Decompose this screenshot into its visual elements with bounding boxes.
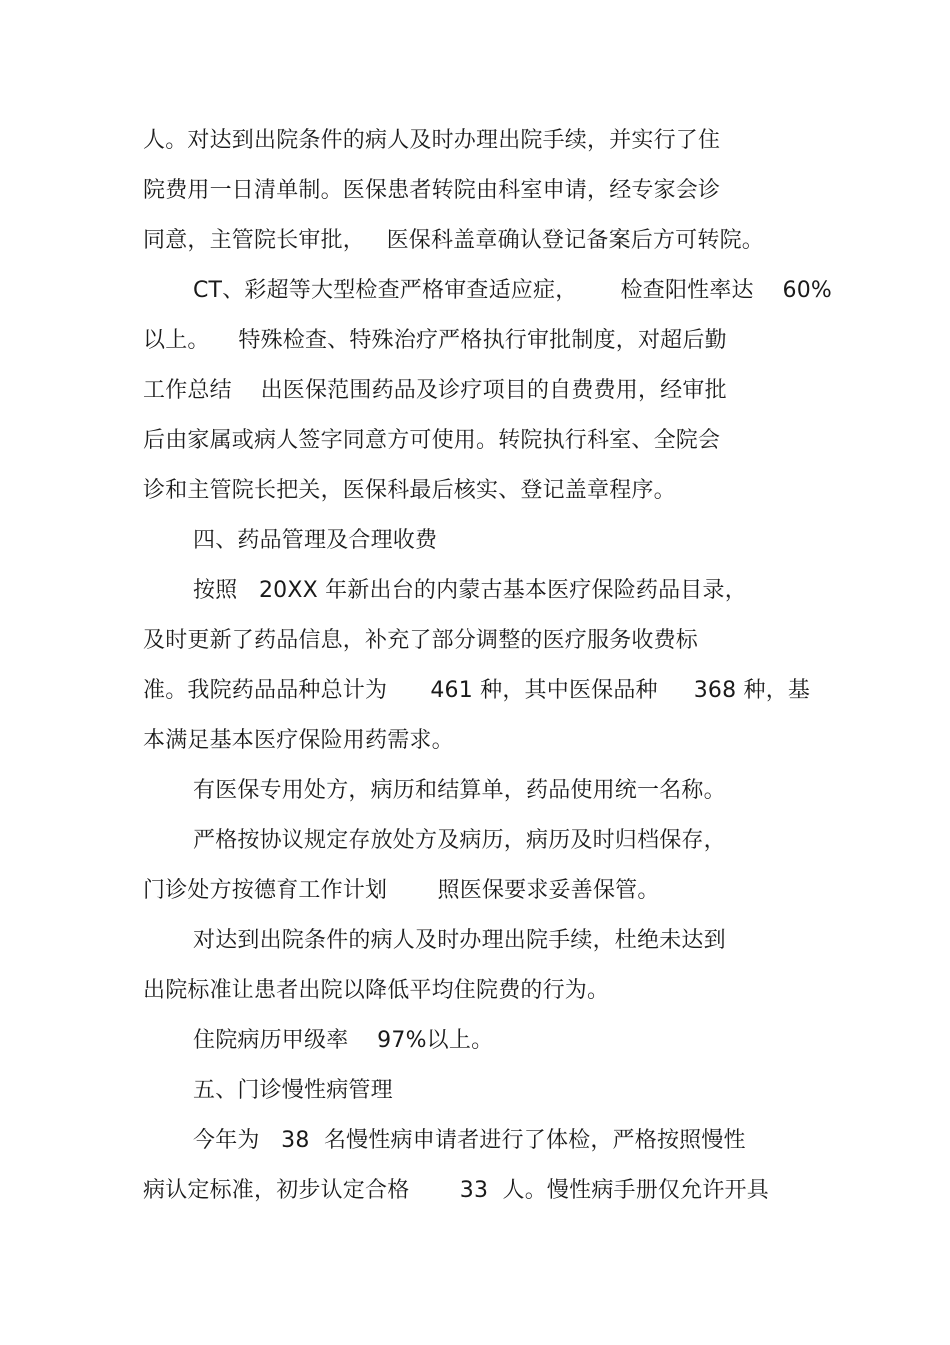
- text-line: 门诊处方按德育工作计划 照医保要求妥善保管。: [143, 878, 660, 903]
- section-heading: 五、门诊慢性病管理: [193, 1078, 393, 1103]
- text-line: 以上。 特殊检查、特殊治疗严格执行审批制度，对超后勤: [143, 328, 727, 353]
- text-line: 住院病历甲级率 97%以上。: [193, 1028, 494, 1053]
- text-line: 按照 20XX 年新出台的内蒙古基本医疗保险药品目录，: [193, 578, 747, 603]
- text-line: 准。我院药品品种总计为 461 种，其中医保品种 368 种，基: [143, 678, 811, 703]
- text-line: 有医保专用处方，病历和结算单，药品使用统一名称。: [193, 778, 726, 803]
- text-line: 出院标准让患者出院以降低平均住院费的行为。: [143, 978, 610, 1003]
- text-line: 本满足基本医疗保险用药需求。: [143, 728, 454, 753]
- text-line: 后由家属或病人签字同意方可使用。转院执行科室、全院会: [143, 428, 721, 453]
- text-line: 及时更新了药品信息，补充了部分调整的医疗服务收费标: [143, 628, 699, 653]
- text-line: 工作总结 出医保范围药品及诊疗项目的自费费用，经审批: [143, 378, 727, 403]
- text-line: 严格按协议规定存放处方及病历，病历及时归档保存，: [193, 828, 726, 853]
- text-line: 对达到出院条件的病人及时办理出院手续，杜绝未达到: [193, 928, 726, 953]
- text-line: 同意，主管院长审批， 医保科盖章确认登记备案后方可转院。: [143, 228, 764, 253]
- text-line: 院费用一日清单制。医保患者转院由科室申请，经专家会诊: [143, 178, 721, 203]
- text-line: 人。对达到出院条件的病人及时办理出院手续，并实行了住: [143, 128, 721, 153]
- text-line: CT、彩超等大型检查严格审查适应症， 检查阳性率达 60%: [193, 278, 833, 303]
- text-line: 病认定标准，初步认定合格 33 人。慢性病手册仅允许开具: [143, 1178, 769, 1203]
- text-line: 今年为 38 名慢性病申请者进行了体检，严格按照慢性: [193, 1128, 746, 1153]
- section-heading: 四、药品管理及合理收费: [193, 528, 438, 553]
- text-line: 诊和主管院长把关，医保科最后核实、登记盖章程序。: [143, 478, 676, 503]
